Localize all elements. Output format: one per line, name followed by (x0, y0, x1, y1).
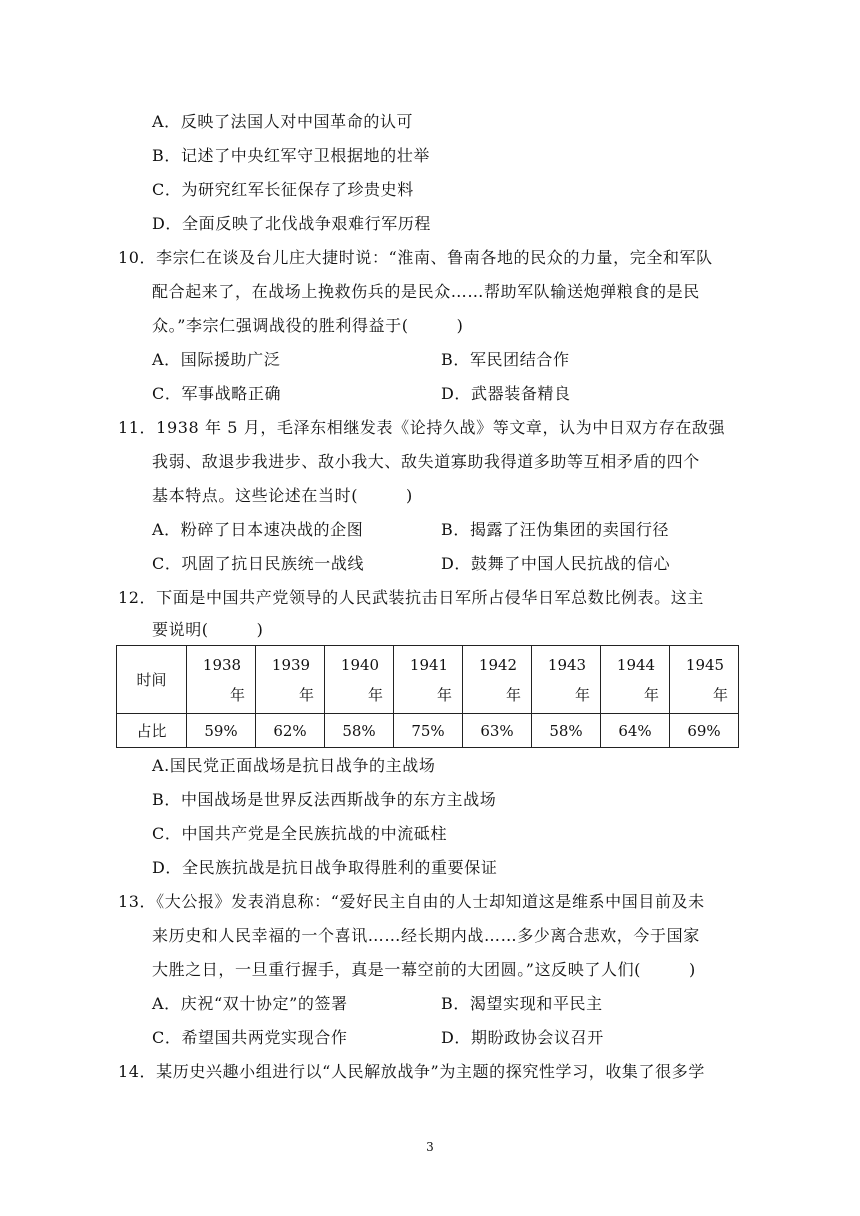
table-year-1938: 1938 年 (187, 646, 256, 714)
q13-option-d: D．期盼政协会议召开 (441, 1028, 604, 1047)
q13-option-c: C．希望国共两党实现合作 (152, 1028, 348, 1047)
q13-stem-line3: 大胜之日，一旦重行握手，真是一幕空前的大团圆。”这反映了人们( ) (152, 960, 696, 979)
q10-option-d: D．武器装备精良 (441, 384, 571, 403)
q11-stem-line1: 11．1938 年 5 月，毛泽东相继发表《论持久战》等文章，认为中日双方存在敌强 (118, 418, 726, 437)
q9-option-c: C．为研究红军长征保存了珍贵史料 (152, 180, 414, 199)
q14-stem-line1: 14．某历史兴趣小组进行以“人民解放战争”为主题的探究性学习，收集了很多学 (118, 1062, 705, 1081)
table-year-1939: 1939 年 (256, 646, 325, 714)
q13-option-a: A．庆祝“双十协定”的签署 (152, 994, 348, 1013)
q13-stem-line2: 来历史和人民幸福的一个喜讯……经长期内战……多少离合悲欢，今于国家 (152, 926, 700, 945)
q11-stem-line2: 我弱、敌退步我进步、敌小我大、敌失道寡助我得道多助等互相矛盾的四个 (152, 452, 700, 471)
table-year-1941: 1941 年 (394, 646, 463, 714)
table-year-1940: 1940 年 (325, 646, 394, 714)
q10-option-a: A．国际援助广泛 (152, 350, 281, 369)
table-ratio-cell: 75% (394, 714, 463, 748)
q10-stem-line3: 众。”李宗仁强调战役的胜利得益于( ) (152, 316, 464, 335)
q12-option-b: B．中国战场是世界反法西斯战争的东方主战场 (152, 790, 497, 809)
q10-stem-line2: 配合起来了，在战场上挽救伤兵的是民众……帮助军队输送炮弹粮食的是民 (152, 282, 700, 301)
q13-stem-line1: 13．《大公报》发表消息称：“爱好民主自由的人士却知道这是维系中国目前及未 (118, 892, 705, 911)
q12-option-d: D．全民族抗战是抗日战争取得胜利的重要保证 (152, 858, 498, 877)
q11-option-b: B．揭露了汪伪集团的卖国行径 (441, 520, 670, 539)
table-ratio-cell: 58% (325, 714, 394, 748)
table-year-1945: 1945 年 (670, 646, 739, 714)
table-ratio-cell: 69% (670, 714, 739, 748)
q10-option-c: C．军事战略正确 (152, 384, 282, 403)
q9-option-d: D．全面反映了北伐战争艰难行军历程 (152, 214, 432, 233)
table-year-1944: 1944 年 (601, 646, 670, 714)
q12-stem-line2: 要说明( ) (152, 620, 264, 639)
q9-option-a: A．反映了法国人对中国革命的认可 (152, 112, 414, 131)
table-header-time: 时间 (117, 646, 187, 714)
q9-option-b: B．记述了中央红军守卫根据地的壮举 (152, 146, 430, 165)
table-ratio-cell: 63% (463, 714, 532, 748)
q12-option-a: A.国民党正面战场是抗日战争的主战场 (152, 756, 436, 775)
q11-option-d: D．鼓舞了中国人民抗战的信心 (441, 554, 671, 573)
ratio-table (116, 645, 739, 748)
table-ratio-cell: 59% (187, 714, 256, 748)
q11-stem-line3: 基本特点。这些论述在当时( ) (152, 486, 413, 505)
q11-option-c: C．巩固了抗日民族统一战线 (152, 554, 365, 573)
page-number: 3 (426, 1140, 434, 1154)
q10-stem-line1: 10．李宗仁在谈及台儿庄大捷时说：“淮南、鲁南各地的民众的力量，完全和军队 (118, 248, 713, 267)
q11-option-a: A．粉碎了日本速决战的企图 (152, 520, 364, 539)
q12-stem-line1: 12．下面是中国共产党领导的人民武装抗击日军所占侵华日军总数比例表。这主 (118, 588, 704, 607)
table-year-1943: 1943 年 (532, 646, 601, 714)
table-header-ratio: 占比 (117, 714, 187, 748)
table-year-1942: 1942 年 (463, 646, 532, 714)
table-ratio-cell: 58% (532, 714, 601, 748)
table-ratio-cell: 62% (256, 714, 325, 748)
table-ratio-cell: 64% (601, 714, 670, 748)
q12-option-c: C．中国共产党是全民族抗战的中流砥柱 (152, 824, 448, 843)
q10-option-b: B．军民团结合作 (441, 350, 570, 369)
q13-option-b: B．渴望实现和平民主 (441, 994, 603, 1013)
